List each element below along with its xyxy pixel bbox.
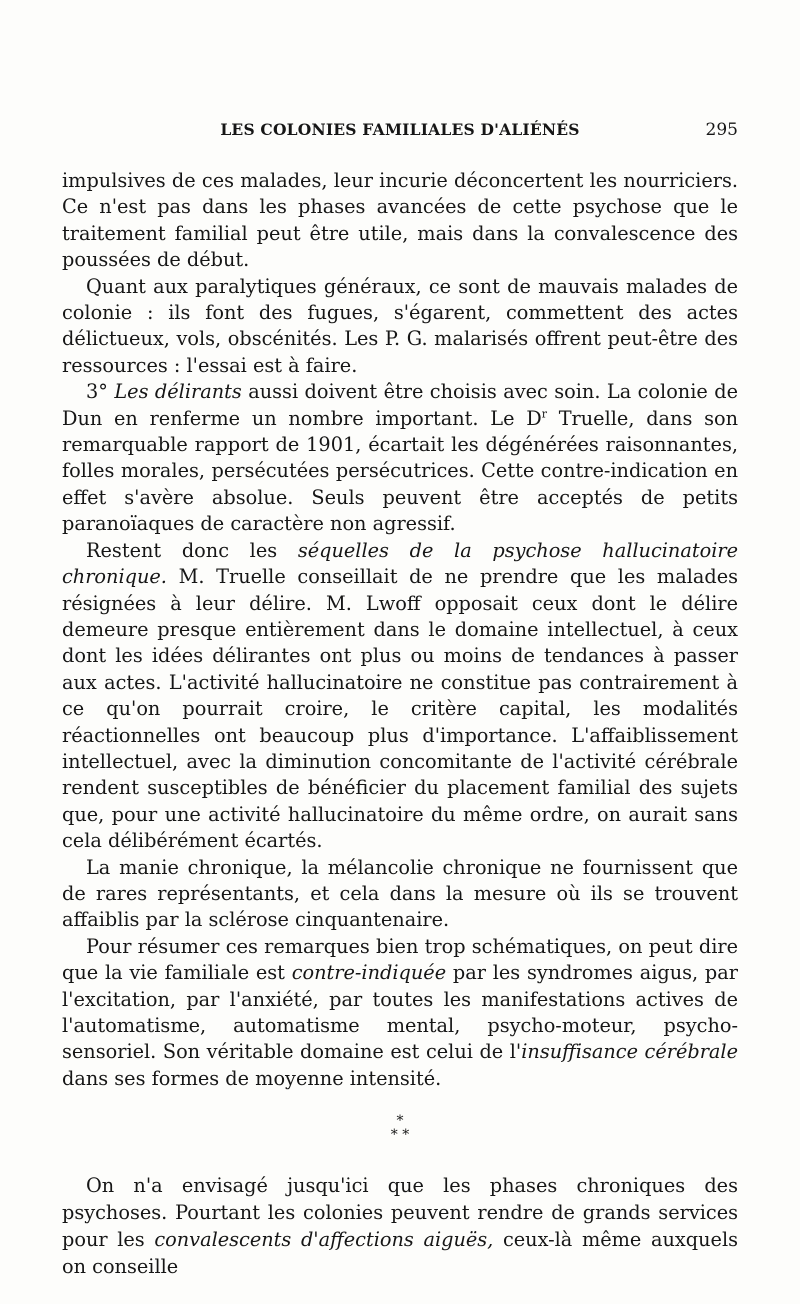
- paragraph-6-italic-a: contre-indiquée: [291, 961, 447, 985]
- paragraph-3-text-b: Truelle, dans son remarquable rapport de 1901, écartait les dégénérées raisonnantes, folles morales, persécutées persécutrices. Cette contre-indication en effet s'avère absolue. Seuls peuvent être acceptés de petits paranoïaques de caractère non agressif.: [62, 406, 738, 536]
- paragraph-3: [62, 379, 738, 537]
- section-number: 3°: [86, 380, 108, 404]
- asterism-top: *: [396, 1113, 404, 1129]
- paragraph-7-italic: convalescents d'affections aiguës,: [154, 1228, 494, 1251]
- running-title: LES COLONIES FAMILIALES D'ALIÉNÉS: [220, 120, 580, 139]
- paragraph-6-text-a: Pour résumer ces remarques bien trop schématiques, on peut dire que la vie familiale est: [62, 934, 738, 985]
- paragraph-7-text-a: On n'a envisagé jusqu'ici que les phases chroniques des psychoses. Pourtant les colonies peuvent rendre de grands services pour les: [62, 1174, 738, 1251]
- paragraph-4-text-a: Restent donc les: [86, 538, 278, 562]
- paragraph-6-text-b: par les syndromes aigus, par l'excitation, par l'anxiété, par toutes les manifestations actives de l'automatisme, automatisme mental, psycho-moteur, psycho-sensoriel. Son véritable domaine est celui de l': [62, 961, 738, 1064]
- paragraph-4: [62, 538, 738, 855]
- paragraph-6-text-c: dans ses formes de moyenne intensité.: [62, 1066, 442, 1090]
- paragraph-7: [62, 1172, 738, 1280]
- final-paragraph: [62, 1172, 738, 1280]
- paragraph-4-text-b: M. Truelle conseillait de ne prendre que les malades résignées à leur délire. M. Lwoff opposait ceux dont le délire demeure presque entièrement dans le domaine intellectuel, à ceux dont les idées délirantes ont plus ou moins de tendances à passer aux actes. L'activité hallucinatoire ne constitue pas contrairement à ce qu'on pourrait croire, le critère capital, les modalités réactionnelles ont beaucoup plus d'importance. L'affaiblissement intellectuel, avec la diminution concomitante de l'activité cérébrale rendent susceptibles de bénéficier du placement familial des sujets que, pour une activité hallucinatoire du même ordre, on aurait sans cela délibérément écartés.: [62, 565, 738, 853]
- page-number: 295: [705, 120, 738, 140]
- paragraph-2: Quant aux paralytiques généraux, ce sont de mauvais malades de colonie : ils font des fugues, s'égarent, commettent des actes délictueux, vols, obscénités. Les P. G. malarisés offrent peut-être des ressources : l'essai est à faire.: [62, 274, 738, 377]
- paragraph-3-text-a: aussi doivent être choisis avec soin. La colonie de Dun en renferme un nombre important. Le D: [62, 380, 738, 430]
- paragraph-5: La manie chronique, la mélancolie chronique ne fournissent que de rares représentants, et cela dans la mesure où ils se trouvent affaiblis par la sclérose cinquantenaire.: [62, 855, 738, 932]
- asterism-bottom: * *: [390, 1127, 410, 1143]
- page-header: [62, 120, 738, 146]
- section-break-asterism: [0, 1114, 800, 1142]
- doctor-abbrev-sup: r: [541, 407, 547, 421]
- paragraph-4-italic: séquelles de la psychose hallucinatoire chronique.: [62, 538, 738, 589]
- paragraph-6-italic-b: insuffisance cérébrale: [521, 1040, 738, 1064]
- body-text: [62, 168, 738, 1092]
- paragraph-1: impulsives de ces malades, leur incurie déconcertent les nourriciers. Ce n'est pas dans les phases avancées de cette psychose que le traitement familial peut être utile, mais dans la convalescence des poussées de début.: [62, 169, 738, 272]
- section-label: Les délirants: [114, 380, 242, 404]
- paragraph-7-text-b: ceux-là même auxquels on conseille: [62, 1228, 738, 1278]
- paragraph-6: [62, 934, 738, 1092]
